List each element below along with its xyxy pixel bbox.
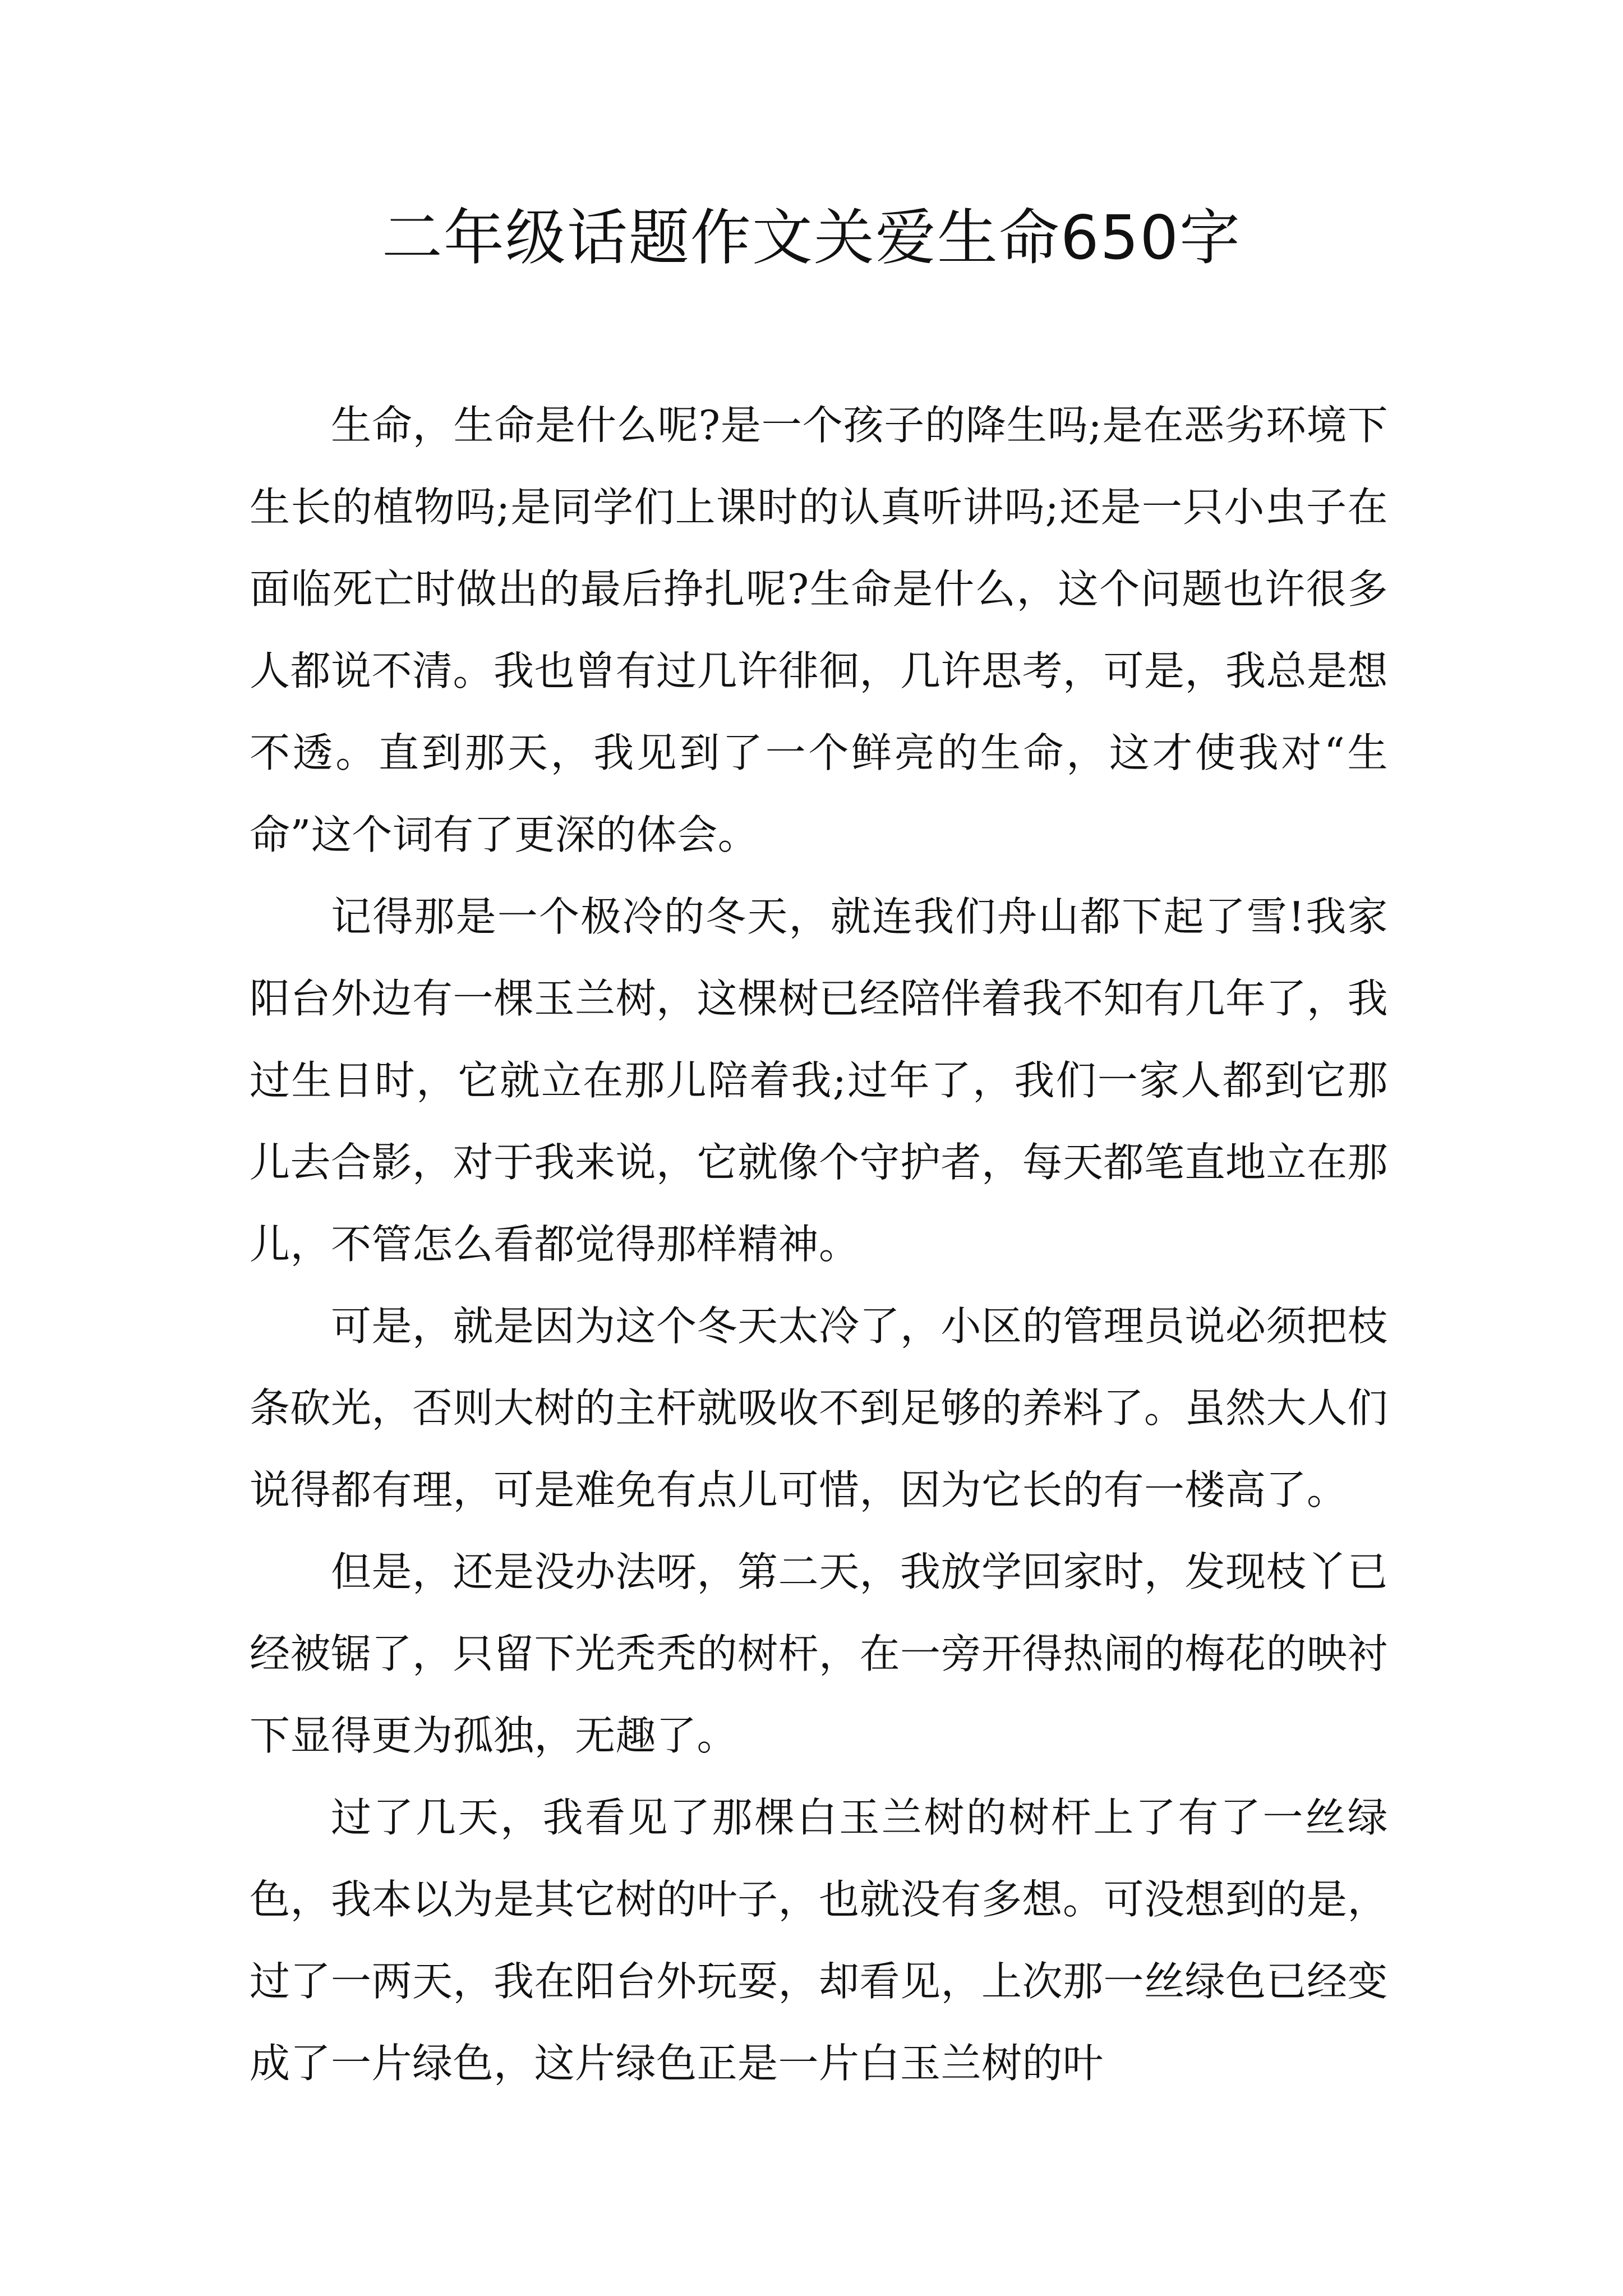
paragraph-4: 但是，还是没办法呀，第二天，我放学回家时，发现枝丫已经被锯了，只留下光秃秃的树杆，在一旁开得热闹的梅花的映衬下显得更为孤独，无趣了。 — [250, 1548, 1389, 1759]
paragraph-3: 可是，就是因为这个冬天太冷了，小区的管理员说必须把枝条砍光，否则大树的主杆就吸收不到足够的养料了。虽然大人们说得都有理，可是难免有点儿可惜，因为它长的有一楼高了。 — [250, 1303, 1389, 1513]
paragraph-5: 过了几天，我看见了那棵白玉兰树的树杆上了有了一丝绿色，我本以为是其它树的叶子，也就没有多想。可没想到的是，过了一两天，我在阳台外玩耍，却看见，上次那一丝绿色已经变成了一片绿色，这片绿色正是一片白玉兰树的叶 — [250, 1794, 1389, 2087]
paragraph-2: 记得那是一个极冷的冬天，就连我们舟山都下起了雪!我家阳台外边有一棵玉兰树，这棵树已经陪伴着我不知有几年了，我过生日时，它就立在那儿陪着我;过年了，我们一家人都到它那儿去合影，对于我来说，它就像个守护者，每天都笔直地立在那儿，不管怎么看都觉得那样精神。 — [250, 893, 1389, 1268]
paragraph-1: 生命，生命是什么呢?是一个孩子的降生吗;是在恶劣环境下生长的植物吗;是同学们上课时的认真听讲吗;还是一只小虫子在面临死亡时做出的最后挣扎呢?生命是什么，这个问题也许很多人都说不清。我也曾有过几许徘徊，几许思考，可是，我总是想不透。直到那天，我见到了一个鲜亮的生命，这才使我对“生命”这个词有了更深的体会。 — [250, 402, 1389, 858]
page-title: 二年级话题作文关爱生命650字 — [381, 203, 1242, 273]
article-body — [250, 384, 1388, 2104]
